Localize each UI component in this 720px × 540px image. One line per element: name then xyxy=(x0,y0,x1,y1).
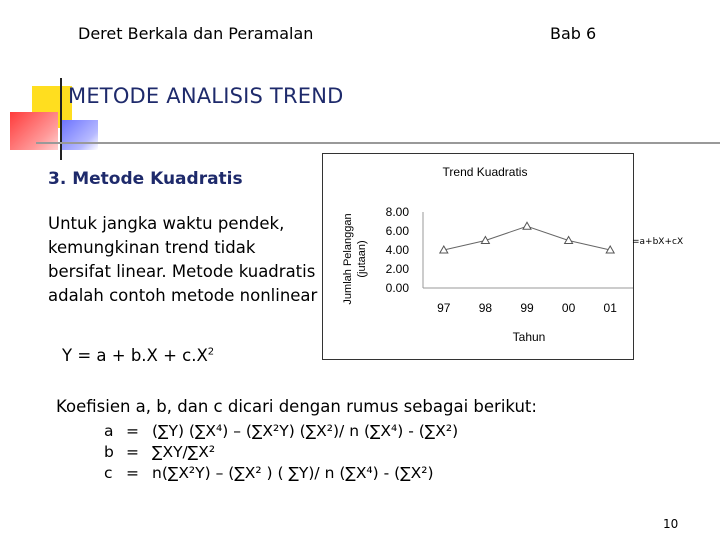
chart-y-tick-label: 4.00 xyxy=(385,243,409,257)
formula-a xyxy=(104,422,458,440)
quadratic-equation xyxy=(62,346,214,365)
equation-sup: 2 xyxy=(207,346,215,358)
page-number: 10 xyxy=(663,517,679,531)
formula-equals: = xyxy=(126,422,139,440)
formula-label: c xyxy=(104,464,113,482)
body-text: Untuk jangka waktu pendek, kemungkinan trend tidak bersifat linear. Metode kuadratis adalah contoh metode nonlinear xyxy=(48,214,318,305)
formula-equals: = xyxy=(126,464,139,482)
equation-main: Y = a + b.X + c.X xyxy=(62,346,208,365)
chart-overflow-equation: =a+bX+cX xyxy=(632,237,684,247)
chart-x-tick-label: 01 xyxy=(603,301,617,315)
chart-x-tick-label: 97 xyxy=(437,301,451,315)
section-subtitle: 3. Metode Kuadratis xyxy=(48,169,243,189)
chart-frame xyxy=(322,153,634,360)
formula-b xyxy=(104,443,215,461)
chart-x-tick-label: 98 xyxy=(478,301,493,315)
chart-x-label: Tahun xyxy=(512,330,546,344)
formula-equals: = xyxy=(126,443,139,461)
chart-y-tick-label: 2.00 xyxy=(385,262,409,276)
chart-y-label: Jumlah Pelanggan (jutaan) xyxy=(342,213,368,305)
formula-c xyxy=(104,464,434,482)
chart-y-tick-label: 8.00 xyxy=(385,205,409,219)
vertical-divider xyxy=(60,78,62,160)
logo-blue-block xyxy=(62,120,98,150)
chart-x-tick-label: 00 xyxy=(561,301,576,315)
chart-x-tick-label: 99 xyxy=(520,301,534,315)
formula-label: b xyxy=(104,443,114,461)
quadratic-trend-chart xyxy=(323,154,633,359)
chart-y-tick-label: 6.00 xyxy=(385,224,409,238)
logo-red-block xyxy=(10,112,58,150)
chart-data-point xyxy=(523,222,531,229)
slide-title: METODE ANALISIS TREND xyxy=(68,84,344,108)
horizontal-divider xyxy=(36,142,720,144)
chart-y-tick-label: 0.00 xyxy=(385,281,409,295)
header-left-title: Deret Berkala dan Peramalan xyxy=(78,24,314,43)
header-chapter: Bab 6 xyxy=(550,24,597,43)
formula-expression: (∑Y) (∑X⁴) – (∑X²Y) (∑X²)/ n (∑X⁴) - (∑X²) xyxy=(152,422,459,440)
chart-series-line xyxy=(444,226,610,250)
coefficient-intro: Koefisien a, b, dan c dicari dengan rumus sebagai berikut: xyxy=(56,397,537,416)
formula-expression: ∑XY/∑X² xyxy=(152,443,216,461)
formula-label: a xyxy=(104,422,114,440)
chart-title: Trend Kuadratis xyxy=(442,165,528,179)
formula-expression: n(∑X²Y) – (∑X² ) ( ∑Y)/ n (∑X⁴) - (∑X²) xyxy=(152,464,434,482)
